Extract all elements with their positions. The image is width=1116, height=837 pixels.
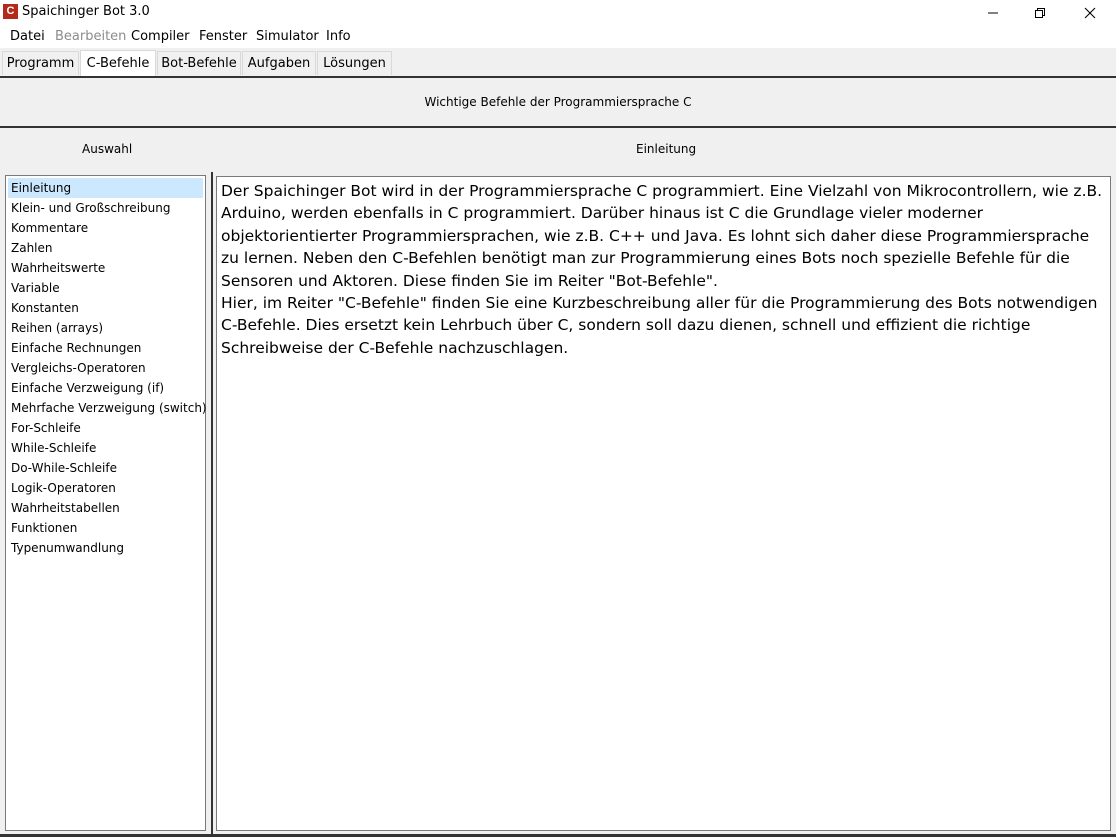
list-item[interactable]: Wahrheitswerte: [11, 261, 106, 275]
list-item[interactable]: Mehrfache Verzweigung (switch): [11, 401, 207, 415]
selection-label: Auswahl: [82, 142, 133, 156]
page-header: [0, 76, 1116, 128]
list-item[interactable]: Funktionen: [11, 521, 78, 535]
list-item[interactable]: Zahlen: [11, 241, 53, 255]
list-item[interactable]: Vergleichs-Operatoren: [11, 361, 146, 375]
tab-bar: [0, 50, 1116, 76]
list-item[interactable]: Konstanten: [11, 301, 79, 315]
window-title: Spaichinger Bot 3.0: [22, 4, 150, 19]
topic-list[interactable]: [5, 175, 206, 831]
content-text-area[interactable]: [216, 176, 1111, 831]
list-item[interactable]: For-Schleife: [11, 421, 81, 435]
minimize-button[interactable]: [970, 0, 1016, 26]
menu-bar: [0, 26, 1116, 48]
list-item[interactable]: Einleitung: [8, 178, 203, 198]
list-item[interactable]: Typenumwandlung: [11, 541, 125, 555]
list-item[interactable]: While-Schleife: [11, 441, 97, 455]
list-item[interactable]: Reihen (arrays): [11, 321, 104, 335]
content-paragraph: Hier, im Reiter "C-Befehle" finden Sie eine Kurzbeschreibung aller für die Programmierung des Bots notwendigen C-Befehle. Dies ersetzt kein Lehrbuch über C, sondern soll dazu dienen, schnell und effizient die richtige Schreibweise der C-Befehle nachzuschlagen.: [221, 294, 1098, 357]
list-item[interactable]: Wahrheitstabellen: [11, 501, 120, 515]
content-paragraph: Der Spaichinger Bot wird in der Programmiersprache C programmiert. Eine Vielzahl von Mikrocontrollern, wie z.B. Arduino, werden ebenfalls in C programmiert. Darüber hinaus ist C die Grundlage vieler moderner objektorientierter Programmiersprachen, wie z.B. C++ und Java. Es lohnt sich daher diese Programmiersprache zu lernen. Neben den C-Befehlen benötigt man zur Programmierung eines Bots noch spezielle Befehle für die Sensoren und Aktoren. Diese finden Sie im Reiter "Bot-Befehle".: [221, 182, 1103, 290]
minimize-icon: [987, 7, 999, 19]
menu-info[interactable]: Info: [326, 29, 351, 44]
tab-c-befehle[interactable]: C-Befehle: [80, 50, 156, 76]
list-item[interactable]: Do-While-Schleife: [11, 461, 117, 475]
content-title: Einleitung: [636, 142, 697, 156]
page-title: Wichtige Befehle der Programmiersprache C: [424, 95, 692, 109]
list-item[interactable]: Variable: [11, 281, 60, 295]
tab-loesungen[interactable]: Lösungen: [317, 51, 392, 75]
tab-programm[interactable]: Programm: [2, 51, 79, 75]
tab-bot-befehle[interactable]: Bot-Befehle: [157, 51, 241, 75]
close-button[interactable]: [1067, 0, 1113, 26]
list-item[interactable]: Kommentare: [11, 221, 89, 235]
app-logo-icon: C: [3, 4, 18, 19]
menu-bearbeiten: Bearbeiten: [55, 29, 127, 44]
restore-button[interactable]: [1017, 0, 1063, 26]
list-item[interactable]: Einfache Verzweigung (if): [11, 381, 165, 395]
close-icon: [1084, 7, 1096, 19]
tab-aufgaben[interactable]: Aufgaben: [242, 51, 316, 75]
menu-simulator[interactable]: Simulator: [256, 29, 319, 44]
menu-fenster[interactable]: Fenster: [199, 29, 248, 44]
list-item[interactable]: Klein- und Großschreibung: [11, 201, 171, 215]
restore-icon: [1034, 7, 1046, 19]
menu-compiler[interactable]: Compiler: [131, 29, 190, 44]
list-item[interactable]: Einfache Rechnungen: [11, 341, 142, 355]
title-bar: [0, 0, 1116, 26]
panel-splitter[interactable]: [211, 172, 213, 834]
menu-datei[interactable]: Datei: [10, 29, 45, 44]
list-item[interactable]: Logik-Operatoren: [11, 481, 116, 495]
